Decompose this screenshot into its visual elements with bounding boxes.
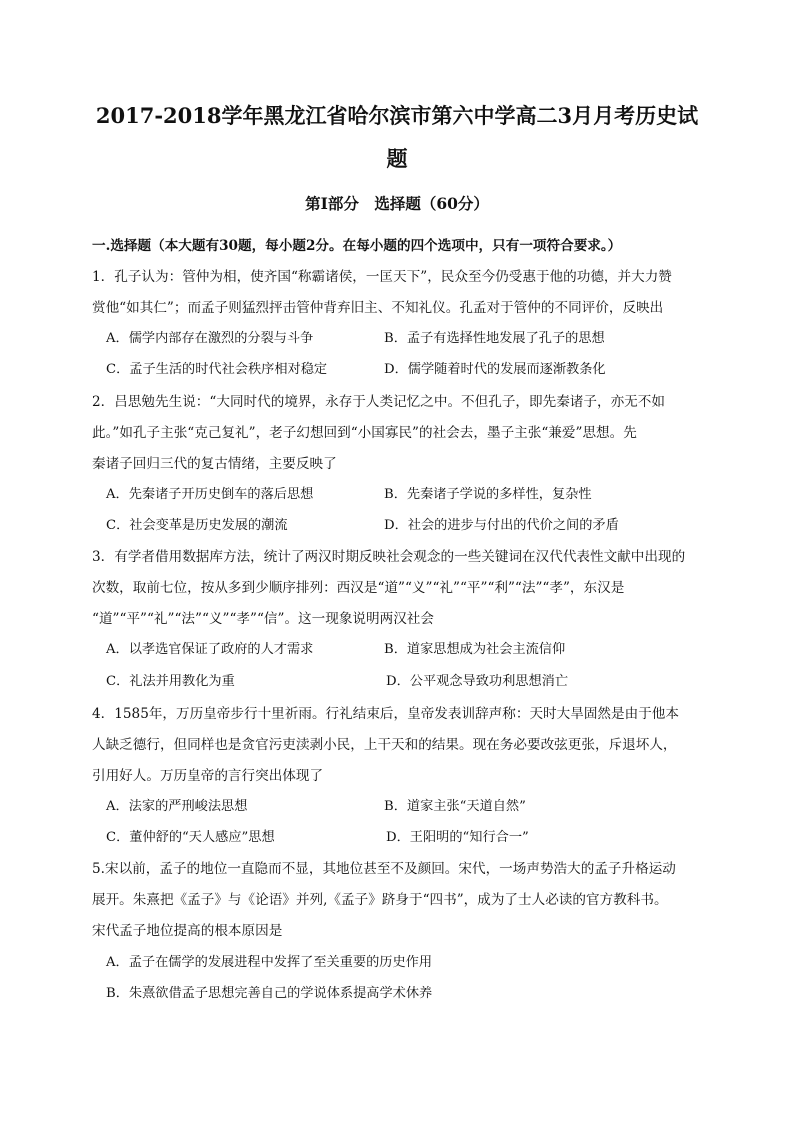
question-2-option-d: D．社会的进步与付出的代价之间的矛盾 xyxy=(384,518,619,533)
question-4-line-1: 4．1585年，万历皇帝步行十里祈雨。行礼结束后，皇帝发表训辞声称：天时大旱固然是由于他本 xyxy=(92,706,679,722)
question-5-line-2: 展开。朱熹把《孟子》与《论语》并列,《孟子》跻身于“四书”，成为了士人必读的官方教科书。 xyxy=(92,892,668,908)
question-2-line-3: 秦诸子回归三代的复古情绪，主要反映了 xyxy=(92,456,337,472)
question-4-line-2: 人缺乏德行，但同样也是贪官污吏渎剥小民，上干天和的结果。现在务必要改弦更张，斥退坏人， xyxy=(92,737,677,753)
question-3-option-b: B．道家思想成为社会主流信仰 xyxy=(384,642,566,657)
question-2-option-b: B．先秦诸子学说的多样性，复杂性 xyxy=(384,487,592,502)
question-5-option-a: A．孟子在儒学的发展进程中发挥了至关重要的历史作用 xyxy=(106,955,433,970)
question-2-option-c: C．社会变革是历史发展的潮流 xyxy=(106,518,288,533)
question-1-option-a: A．儒学内部存在激烈的分裂与斗争 xyxy=(106,331,314,346)
question-1-option-b: B．孟子有选择性地发展了孔子的思想 xyxy=(384,331,605,346)
question-4-line-3: 引用好人。万历皇帝的言行突出体现了 xyxy=(92,768,324,784)
question-3-line-2: 次数，取前七位，按从多到少顺序排列：西汉是“道”“义”“礼”“平”“利”“法”“孝”，东汉是 xyxy=(92,580,625,596)
exam-title-line-2: 题 xyxy=(386,146,408,171)
question-5-option-b: B．朱熹欲借孟子思想完善自己的学说体系提高学术休养 xyxy=(106,986,433,1001)
question-2-option-a: A．先秦诸子开历史倒车的落后思想 xyxy=(106,487,314,502)
question-3-line-1: 3．有学者借用数据库方法，统计了两汉时期反映社会观念的一些关键词在汉代代表性文献中出现的 xyxy=(92,549,686,565)
question-3-option-d: D．公平观念导致功利思想消亡 xyxy=(386,674,569,689)
question-1-line-2: 赏他“如其仁”；而孟子则猛烈抨击管仲背弃旧主、不知礼仪。孔孟对于管仲的不同评价，反映出 xyxy=(92,300,664,316)
question-3-option-c: C．礼法并用教化为重 xyxy=(106,674,235,689)
question-2-line-2: 此。”如孔子主张“克己复礼”，老子幻想回到“小国寡民”的社会去，墨子主张“兼爱”思想。先 xyxy=(92,425,637,441)
exam-title-line-1: 2017-2018学年黑龙江省哈尔滨市第六中学高二3月月考历史试 xyxy=(95,103,699,128)
question-4-option-a: A．法家的严刑峻法思想 xyxy=(106,799,248,814)
question-5-line-3: 宋代孟子地位提高的根本原因是 xyxy=(92,923,283,939)
question-2-line-1: 2．吕思勉先生说：“大同时代的境界，永存于人类记忆之中。不但孔子，即先秦诸子，亦无不如 xyxy=(92,394,665,410)
question-4-option-c: C．董仲舒的“天人感应”思想 xyxy=(106,830,275,845)
question-4-option-b: B．道家主张“天道自然” xyxy=(384,799,526,814)
instructions: 一.选择题（本大题有30题，每小题2分。在每小题的四个选项中，只有一项符合要求。） xyxy=(92,238,622,254)
question-3-line-3: “道”“平”“礼”“法”“义”“孝”“信”。这一现象说明两汉社会 xyxy=(92,611,434,627)
section-title: 第Ⅰ部分 选择题（60分） xyxy=(305,194,489,213)
question-1-option-d: D．儒学随着时代的发展而逐渐教条化 xyxy=(384,362,606,377)
question-1-option-c: C．孟子生活的时代社会秩序相对稳定 xyxy=(106,362,328,377)
question-4-option-d: D．王阳明的“知行合一” xyxy=(386,830,529,845)
question-3-option-a: A．以孝选官保证了政府的人才需求 xyxy=(106,642,314,657)
question-1-line-1: 1．孔子认为：管仲为相，使齐国“称霸诸侯，一匡天下”，民众至今仍受惠于他的功德，并大力赞 xyxy=(92,269,672,285)
question-5-line-1: 5.宋以前，孟子的地位一直隐而不显，其地位甚至不及颜回。宋代，一场声势浩大的孟子升格运动 xyxy=(92,861,676,877)
